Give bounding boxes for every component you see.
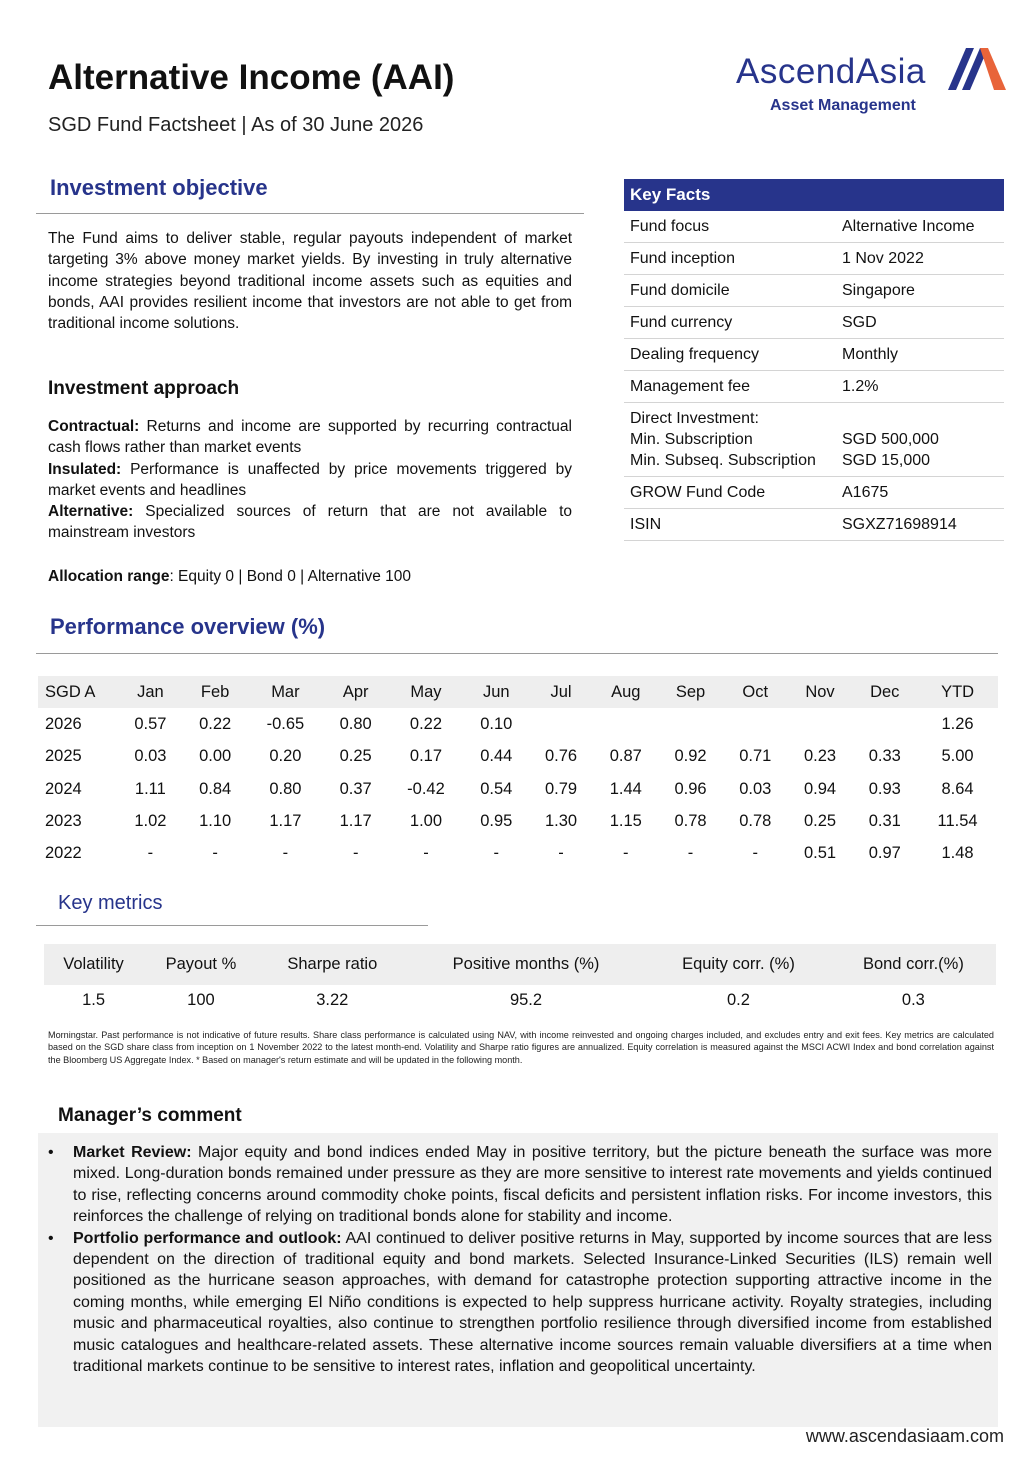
performance-value-cell: 0.22 (199, 714, 232, 733)
key-metrics-header-row (44, 944, 996, 985)
performance-value-cell (723, 708, 788, 740)
performance-year-cell: 2024 (45, 779, 82, 798)
performance-value-cell: 1.00 (409, 811, 443, 830)
performance-value-cell: 1.02 (134, 811, 167, 830)
performance-value-cell: 1.15 (609, 811, 642, 830)
logo-name: AscendAsia (736, 52, 926, 91)
key-fact-row: Fund inception 1 Nov 2022 (624, 243, 1004, 275)
key-metric-value: 100 (187, 990, 215, 1009)
performance-value-cell: 0.84 (199, 779, 232, 798)
table-row (38, 773, 998, 805)
performance-value-cell: - (147, 844, 154, 863)
performance-value-cell: 0.87 (609, 747, 642, 766)
performance-value-cell: 1.30 (544, 811, 578, 830)
performance-column-header: Nov (805, 682, 835, 701)
performance-column-header: Dec (870, 682, 900, 701)
disclaimer-text: Morningstar. Past performance is not indicative of future results. Share class performance is calculated using NAV, with income reinvested and ongoing charges included, and excludes entry and exit fees. Key metrics are calculated based on the SGD share class from inception on 1 November 2022 to the latest month-end. Volatility and Sharpe ratio figures are annualized. Equity correlation is measured against the MSCI ACWI Index and bond correlation against the Bloomberg US Aggregate Index. * Based on manager's return estimate and will be updated in the following month. (48, 1030, 994, 1065)
performance-value-cell: 0.33 (868, 747, 901, 766)
performance-column-header: Jul (550, 682, 572, 701)
performance-header-row (38, 676, 998, 708)
performance-column-header: Apr (342, 682, 369, 701)
website-url: www.ascendasiaam.com (805, 1426, 1004, 1446)
performance-value-cell: 8.64 (941, 779, 974, 798)
performance-column-header: Mar (271, 682, 300, 701)
key-metric-value: 95.2 (509, 990, 543, 1009)
performance-value-cell: 0.03 (739, 779, 772, 798)
key-metrics-rule (36, 925, 428, 926)
approach-heading: Investment approach (48, 378, 240, 399)
page-title: Alternative Income (AAI) (48, 58, 455, 97)
performance-value-cell: - (423, 844, 429, 863)
performance-value-cell: 0.78 (674, 811, 707, 830)
performance-value-cell: 0.44 (480, 747, 513, 766)
performance-column-header: YTD (941, 682, 975, 701)
key-fact-row: ISIN SGXZ71698914 (624, 509, 1004, 541)
performance-value-cell: - (752, 844, 758, 863)
performance-value-cell: - (687, 844, 694, 863)
performance-value-cell: 0.37 (339, 779, 372, 798)
performance-value-cell: 1.44 (609, 779, 642, 798)
performance-value-cell: -0.65 (266, 714, 305, 733)
performance-value-cell (529, 708, 594, 740)
page-subtitle: SGD Fund Factsheet | As of 30 June 2026 (48, 114, 424, 136)
objective-rule (36, 213, 584, 214)
performance-value-cell: - (623, 844, 629, 863)
performance-value-cell: 0.51 (803, 844, 837, 863)
table-row (38, 805, 998, 837)
manager-comment-item: • Market Review: Major equity and bond indices ended May in positive territory, but the picture beneath the surface was more mixed. Long-duration bonds remained under pressure as they are more sensitive to interest rate movements and yields continued to rise, reflecting concerns around commodity choke points, fiscal deficits and persistent inflation risks. For income investors, this reinforces the challenge of relying on traditional bonds alone for stability and income. (48, 1142, 992, 1228)
key-fact-row: Fund focus Alternative Income (624, 211, 1004, 243)
objective-heading: Investment objective (50, 175, 268, 200)
key-metric-label: Volatility (44, 944, 143, 985)
approach-list (48, 416, 572, 544)
key-metric-label: Positive months (%) (406, 944, 646, 985)
performance-year-cell: 2022 (45, 844, 82, 863)
performance-value-cell (593, 708, 658, 740)
performance-value-cell: 0.97 (868, 844, 901, 863)
table-row (38, 708, 998, 740)
performance-value-cell: 1.10 (199, 811, 232, 830)
performance-value-cell: - (212, 844, 218, 863)
performance-value-cell: 0.57 (134, 714, 167, 733)
performance-value-cell: - (558, 844, 564, 863)
key-fact-row-direct-investment: Direct Investment: Min. Subscription Min. Subseq. Subscription SGD 500,000 SGD 15,000 (624, 403, 1004, 477)
approach-item-insulated: Insulated: Performance is unaffected by price movements triggered by market events and headlines (48, 460, 572, 499)
key-metric-value: 0.3 (901, 990, 925, 1009)
performance-value-cell (658, 708, 723, 740)
key-facts-panel (624, 179, 1004, 541)
performance-year-cell: 2023 (45, 811, 82, 830)
performance-value-cell: 0.93 (868, 779, 901, 798)
performance-value-cell (852, 708, 917, 740)
key-metrics-heading: Key metrics (58, 892, 163, 914)
performance-value-cell (788, 708, 853, 740)
performance-value-cell: 0.17 (409, 747, 443, 766)
performance-column-header: SGD A (45, 682, 96, 701)
table-row (38, 741, 998, 773)
performance-value-cell: 0.20 (269, 747, 302, 766)
performance-value-cell: - (352, 844, 359, 863)
performance-column-header: Feb (200, 682, 230, 701)
key-metric-label: Sharpe ratio (259, 944, 406, 985)
key-fact-row: Management fee 1.2% (624, 371, 1004, 403)
performance-value-cell: 0.00 (199, 747, 232, 766)
performance-value-cell: 11.54 (937, 811, 978, 830)
key-metric-value: 1.5 (82, 990, 106, 1009)
approach-item-alternative: Alternative: Specialized sources of return that are not available to mainstream investors (48, 503, 572, 542)
key-fact-row: Dealing frequency Monthly (624, 339, 1004, 371)
key-fact-row: Fund currency SGD (624, 307, 1004, 339)
performance-value-cell: 0.95 (480, 811, 513, 830)
performance-value-cell: -0.42 (407, 779, 445, 798)
performance-year-cell: 2025 (45, 747, 82, 766)
performance-value-cell: 1.17 (269, 811, 302, 830)
performance-value-cell: 0.96 (674, 779, 707, 798)
key-metric-label: Payout % (143, 944, 259, 985)
performance-value-cell: 1.26 (941, 714, 974, 733)
key-facts-heading: Key Facts (624, 179, 1004, 211)
performance-value-cell: 0.03 (134, 747, 167, 766)
allocation-range: Allocation range: Equity 0 | Bond 0 | Alternative 100 (48, 568, 412, 585)
key-metric-label: Bond corr.(%) (831, 944, 996, 985)
performance-column-header: Jan (137, 682, 164, 701)
objective-text: The Fund aims to deliver stable, regular payouts independent of market targeting 3% above money market yields. By investing in truly alternative income strategies beyond traditional income assets such as equities and bonds, AAI provides resilient income that investors are not able to get from traditional income solutions. (48, 230, 572, 333)
key-metric-label: Equity corr. (%) (646, 944, 831, 985)
performance-column-header: Aug (611, 682, 641, 701)
performance-value-cell: - (282, 844, 289, 863)
performance-table (38, 676, 998, 870)
performance-value-cell: 1.11 (134, 779, 166, 798)
performance-value-cell: 0.31 (868, 811, 901, 830)
performance-value-cell: 1.17 (339, 811, 372, 830)
key-metric-value: 3.22 (316, 990, 349, 1009)
table-row (38, 837, 998, 869)
performance-column-header: Oct (742, 682, 769, 701)
performance-value-cell: 0.71 (739, 747, 772, 766)
key-fact-row: Fund domicile Singapore (624, 275, 1004, 307)
performance-rule (36, 653, 998, 654)
key-fact-row: GROW Fund Code A1675 (624, 477, 1004, 509)
key-metrics-table (44, 944, 996, 1015)
performance-value-cell: 0.22 (409, 714, 443, 733)
performance-value-cell: 0.94 (803, 779, 837, 798)
performance-value-cell: 0.54 (480, 779, 513, 798)
performance-year-cell: 2026 (45, 714, 82, 733)
performance-value-cell: 0.79 (544, 779, 578, 798)
performance-column-header: Sep (675, 682, 706, 701)
performance-value-cell: 0.25 (339, 747, 372, 766)
key-metric-value: 0.2 (726, 990, 750, 1009)
performance-column-header: Jun (482, 682, 510, 701)
performance-value-cell: 0.25 (803, 811, 837, 830)
performance-value-cell: 1.48 (941, 844, 974, 863)
manager-comment-item: • Portfolio performance and outlook: AAI continued to deliver positive returns in May, supported by income sources that are less dependent on the direction of traditional equity and bond markets. Selected Insurance-Linked Securities (ILS) remain well positioned as the hurricane season approaches, with demand for catastrophe protection supporting attractive income in the coming months, while emerging El Niño conditions is expected to help suppress hurricane activity. Royalty strategies, including music and pharmaceutical royalties, also continue to strengthen portfolio resilience through diversified income from established music catalogues and healthcare-related assets. These alternative income sources remain valuable diversifiers at a time when traditional markets continue to be sensitive to interest rates, inflation and geopolitical uncertainty. (48, 1228, 992, 1378)
performance-value-cell: 0.80 (339, 714, 372, 733)
performance-value-cell: - (493, 844, 499, 863)
key-metrics-values-row (44, 985, 996, 1015)
logo-subtitle: Asset Management (770, 97, 916, 114)
performance-value-cell: 0.23 (803, 747, 837, 766)
performance-value-cell: 0.92 (674, 747, 707, 766)
performance-heading: Performance overview (%) (50, 614, 326, 639)
performance-value-cell: 0.76 (544, 747, 578, 766)
manager-comment-heading: Manager’s comment (58, 1105, 242, 1126)
logo-mark-icon (946, 46, 1008, 92)
performance-value-cell: 0.78 (739, 811, 772, 830)
manager-comment-list (48, 1142, 992, 1377)
performance-value-cell: 0.10 (480, 714, 513, 733)
performance-value-cell: 5.00 (941, 747, 974, 766)
performance-column-header: May (410, 682, 442, 701)
company-logo (736, 52, 1006, 122)
approach-item-contractual: Contractual: Returns and income are supported by recurring contractual cash flows rather than market events (48, 418, 572, 457)
performance-value-cell: 0.80 (269, 779, 302, 798)
